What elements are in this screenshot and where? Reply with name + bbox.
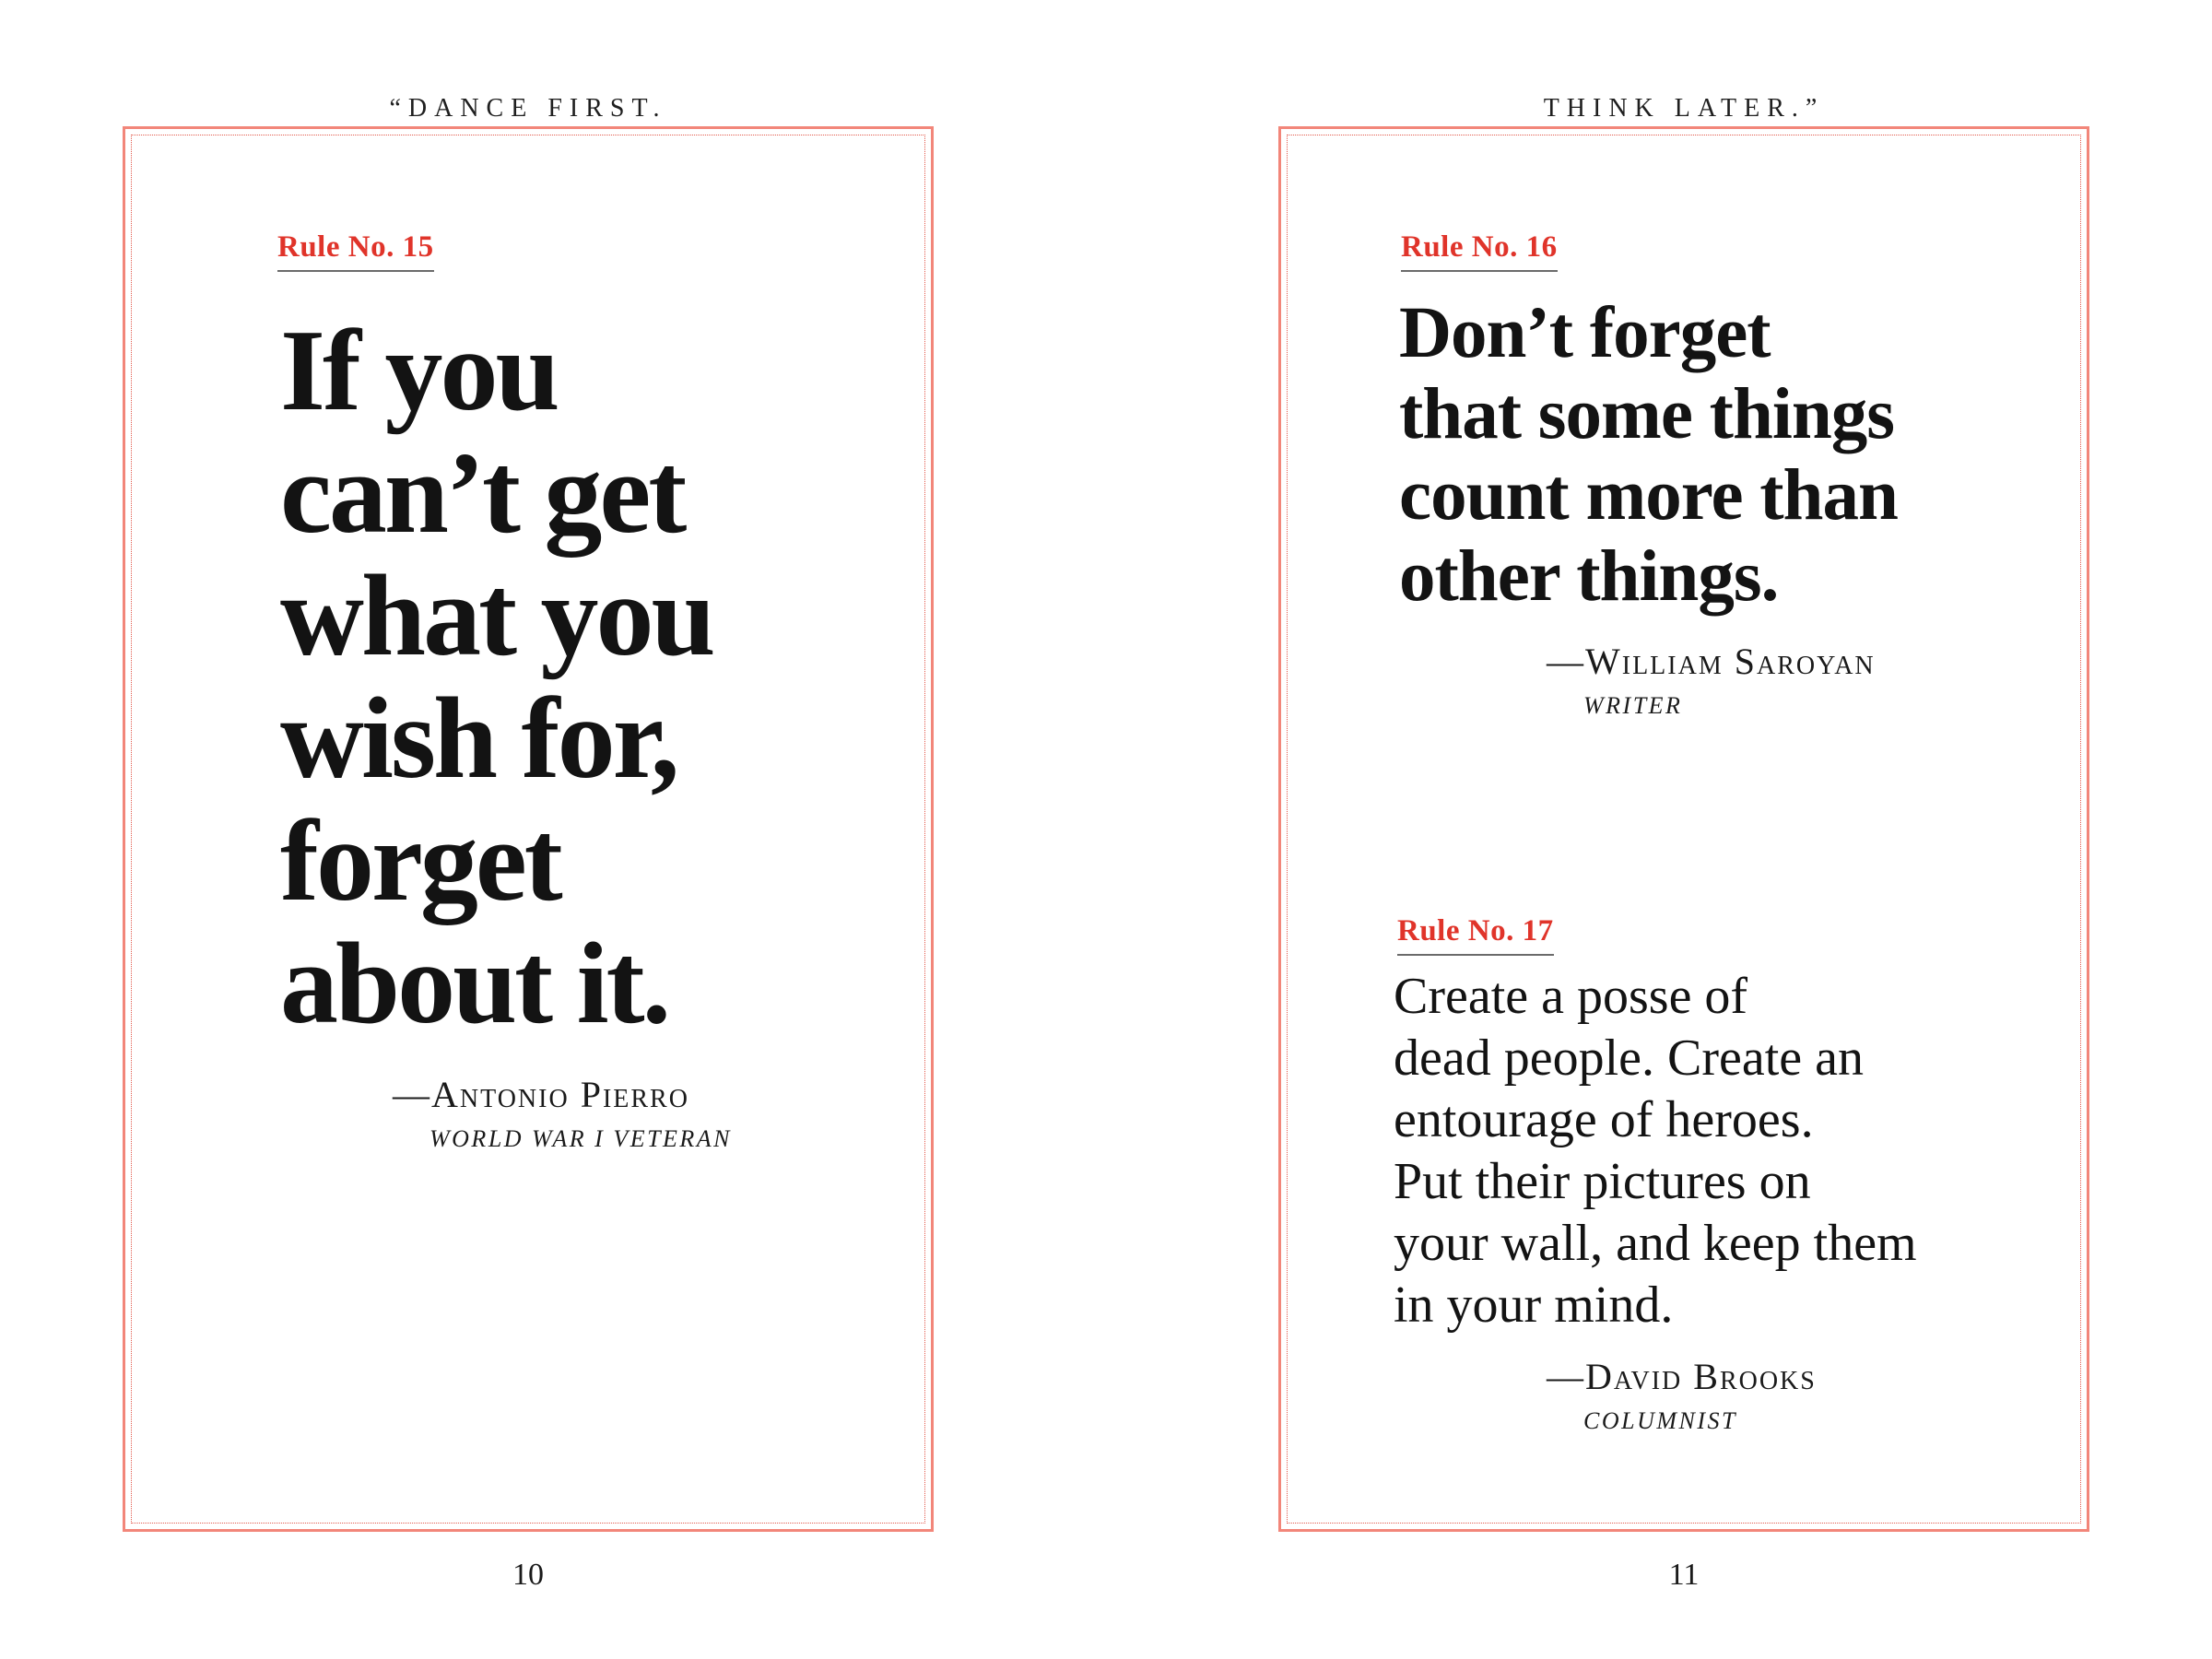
quote-line: about it. [280,920,669,1048]
rule-17-quote [1394,966,1917,1336]
running-head-right: THINK LATER.” [1543,94,1825,123]
page-left [123,126,934,1532]
rule-16-label [1401,232,1558,272]
quote-line: If you [280,307,558,435]
rule-16-attribution [1547,643,1876,718]
rule-15-label [277,232,434,272]
rule-15-quote [280,307,713,1048]
quote-line: in your mind. [1394,1277,1674,1334]
attribution-role: COLUMNIST [1583,1407,1737,1434]
rule-16-label-text: Rule No. 16 [1401,232,1558,272]
quote-line: can’t get [280,429,685,558]
quote-line: other things. [1399,536,1779,617]
quote-line: that some things [1399,374,1895,454]
rule-17-label [1397,916,1554,956]
quote-line: dead people. Create an [1394,1030,1864,1087]
page-right [1278,126,2089,1532]
quote-line: wish for, [280,675,677,803]
quote-line: count more than [1399,455,1898,535]
quote-line: Put their pictures on [1394,1153,1811,1210]
quote-line: forget [280,797,560,925]
rule-17-label-text: Rule No. 17 [1397,916,1554,956]
rule-15-attribution [393,1074,733,1152]
running-head-left: “DANCE FIRST. [389,94,667,123]
attribution-name: —Antonio Pierro [393,1074,689,1115]
quote-line: Don’t forget [1399,293,1771,373]
attribution-name: —David Brooks [1547,1356,1817,1397]
rule-15-label-text: Rule No. 15 [277,232,434,272]
attribution-role: WRITER [1583,692,1683,719]
page-number-left: 10 [512,1558,544,1592]
rule-16-quote [1399,293,1898,618]
quote-line: what you [280,552,713,680]
quote-line: your wall, and keep them [1394,1215,1917,1272]
attribution-role: WORLD WAR I VETERAN [429,1125,733,1152]
quote-line: Create a posse of [1394,968,1748,1025]
page-number-right: 11 [1668,1558,1700,1592]
attribution-name: —William Saroyan [1547,641,1876,682]
rule-17-attribution [1547,1356,1817,1434]
quote-line: entourage of heroes. [1394,1091,1814,1148]
